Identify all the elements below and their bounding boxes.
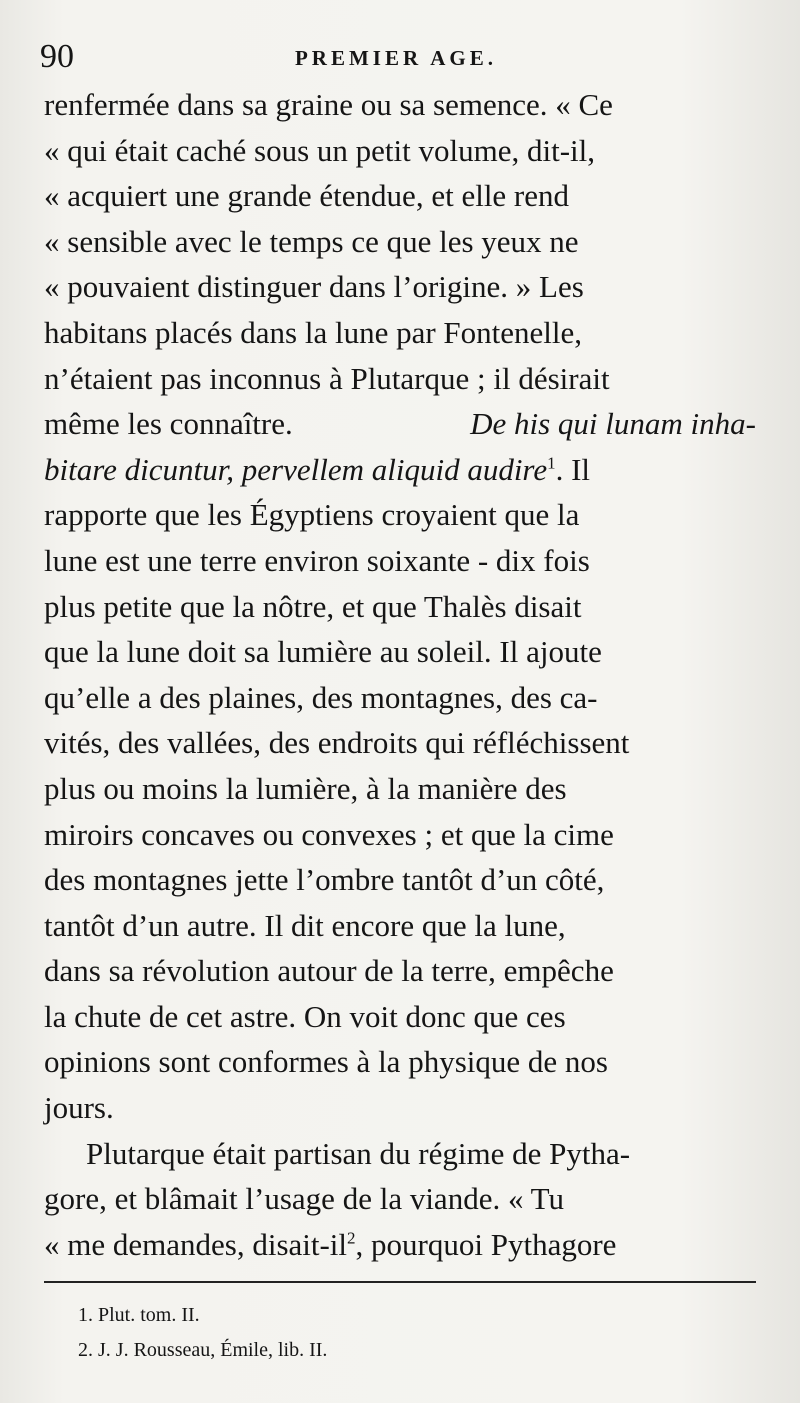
footnote-rule bbox=[44, 1281, 756, 1283]
latin-quote: bitare dicuntur, pervellem aliquid audire bbox=[44, 451, 548, 487]
text-line: plus petite que la nôtre, et que Thalès disait bbox=[44, 588, 582, 624]
text-line: renfermée dans sa graine ou sa semence. « Ce bbox=[44, 87, 613, 122]
page-number: 90 bbox=[40, 38, 74, 75]
text-line: qu’elle a des plaines, des montagnes, des ca- bbox=[44, 679, 598, 715]
footnote-1: 1. Plut. tom. II. bbox=[78, 1304, 200, 1326]
latin-quote: De his qui lunam inha- bbox=[470, 406, 756, 442]
text-line: miroirs concaves ou convexes ; et que la cime bbox=[44, 816, 614, 852]
text-line: gore, et blâmait l’usage de la viande. « Tu bbox=[44, 1181, 564, 1217]
text-line: même les connaître. De his qui lunam inha- bbox=[44, 401, 756, 447]
text-line: plus ou moins la lumière, à la manière des bbox=[44, 770, 567, 806]
page-header bbox=[40, 38, 752, 78]
text-line: « qui était caché sous un petit volume, dit-il, bbox=[44, 132, 595, 168]
running-head: PREMIER AGE. bbox=[294, 46, 497, 70]
text-line: « pouvaient distinguer dans l’origine. » Les bbox=[44, 269, 584, 305]
text-line: « acquiert une grande étendue, et elle rend bbox=[44, 178, 570, 214]
text-line: Plutarque était partisan du régime de Pytha- bbox=[86, 1135, 631, 1171]
text-line: la chute de cet astre. On voit donc que ces bbox=[44, 998, 566, 1034]
text-line: « sensible avec le temps ce que les yeux ne bbox=[44, 223, 579, 259]
text-line: tantôt d’un autre. Il dit encore que la lune, bbox=[44, 907, 566, 943]
text-line: dans sa révolution autour de la terre, empêche bbox=[44, 953, 614, 989]
text-line: jours. bbox=[44, 1090, 114, 1126]
body-text bbox=[44, 82, 756, 1267]
footnote-ref[interactable]: 2 bbox=[347, 1228, 356, 1248]
text-line: rapporte que les Égyptiens croyaient que la bbox=[44, 497, 580, 533]
text-line: bitare dicuntur, pervellem aliquid audire$^1$. Il bbox=[44, 451, 591, 487]
text-line: des montagnes jette l’ombre tantôt d’un côté, bbox=[44, 862, 605, 898]
text-line: n’étaient pas inconnus à Plutarque ; il désirait bbox=[44, 360, 610, 396]
text-line: habitans placés dans la lune par Fontenelle, bbox=[44, 314, 583, 350]
text-line: que la lune doit sa lumière au soleil. Il ajoute bbox=[44, 634, 602, 670]
text-line: vités, des vallées, des endroits qui réfléchissent bbox=[44, 725, 630, 761]
footnotes bbox=[78, 1298, 738, 1368]
footnote-ref[interactable]: 1 bbox=[547, 453, 556, 473]
text-line: lune est une terre environ soixante - dix fois bbox=[44, 542, 590, 578]
text-line: opinions sont conformes à la physique de nos bbox=[44, 1044, 608, 1080]
footnote-2: 2. J. J. Rousseau, Émile, lib. II. bbox=[78, 1339, 328, 1361]
text-line: « me demandes, disait-$il^2$, pourquoi Pythagore bbox=[44, 1226, 617, 1262]
